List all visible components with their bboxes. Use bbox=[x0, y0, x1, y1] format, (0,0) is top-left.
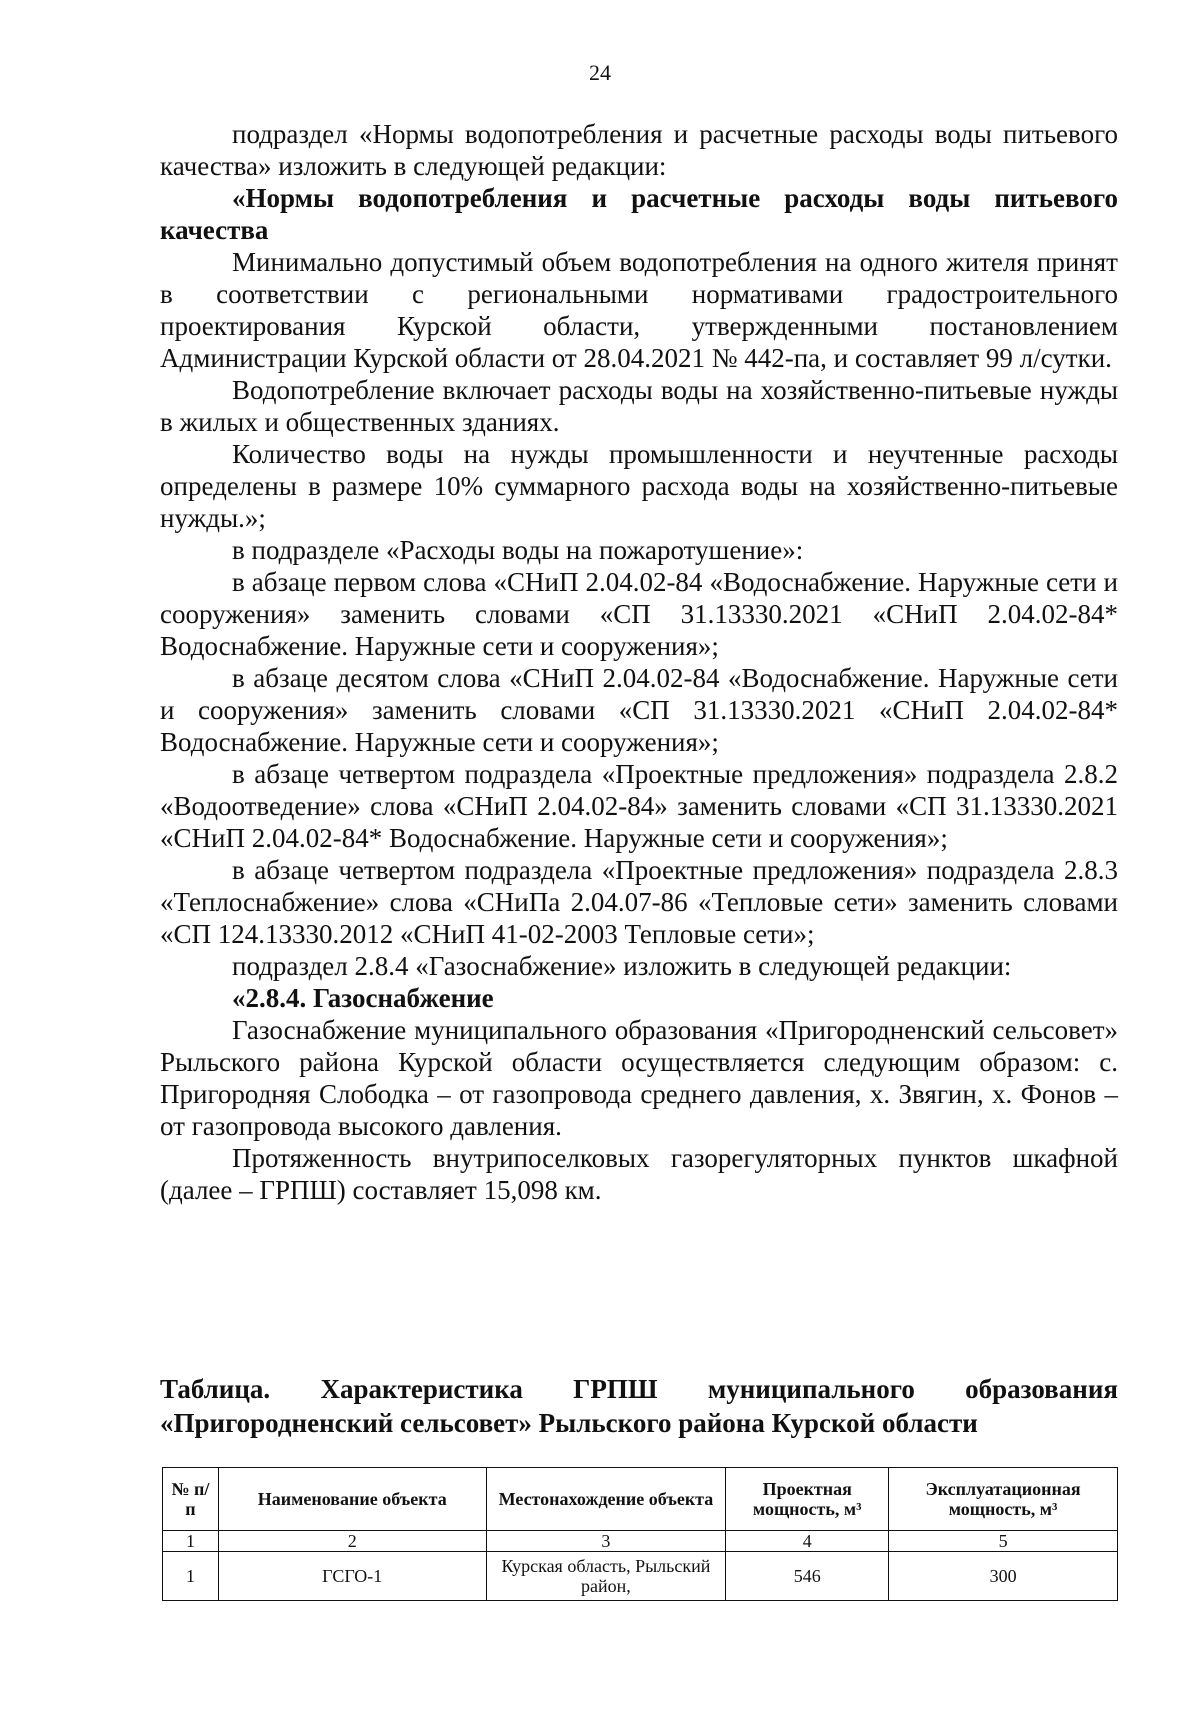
table-cell: 300 bbox=[889, 1552, 1118, 1601]
column-number: 4 bbox=[726, 1531, 889, 1552]
paragraph: подраздел «Нормы водопотребления и расчетные расходы воды питьевого качества» изложить в следующей редакции: bbox=[160, 119, 1118, 181]
table-title: Таблица. Характеристика ГРПШ муниципального образования «Пригородненский сельсовет» Рыльского района Курской области bbox=[160, 1374, 1118, 1438]
column-header: Эксплуатационная мощность, м³ bbox=[889, 1468, 1118, 1531]
paragraph: Газоснабжение муниципального образования «Пригородненский сельсовет» Рыльского района Курской области осуществляется следующим образом: с. Пригородняя Слободка – от газопровода среднего давления, х. Звягин, х. Фонов – от газопровода высокого давления. bbox=[160, 1015, 1118, 1141]
paragraph: Минимально допустимый объем водопотребления на одного жителя принят в соответствии с региональными нормативами градостроительного проектирования Курской области, утвержденными постановлением Администрации Курской области от 28.04.2021 № 442-па, и составляет 99 л/сутки. bbox=[160, 247, 1118, 373]
table-row bbox=[163, 1552, 1118, 1601]
paragraph: в абзаце четвертом подраздела «Проектные предложения» подраздела 2.8.2 «Водоотведение» слова «СНиП 2.04.02-84» заменить словами «СП 31.13330.2021 «СНиП 2.04.02-84* Водоснабжение. Наружные сети и сооружения»; bbox=[160, 759, 1118, 853]
table-cell: Курская область, Рыльский район, bbox=[486, 1552, 726, 1601]
paragraph: в абзаце первом слова «СНиП 2.04.02-84 «Водоснабжение. Наружные сети и сооружения» заменить словами «СП 31.13330.2021 «СНиП 2.04.02-84* Водоснабжение. Наружные сети и сооружения»; bbox=[160, 567, 1118, 661]
paragraph: Водопотребление включает расходы воды на хозяйственно-питьевые нужды в жилых и общественных зданиях. bbox=[160, 375, 1118, 437]
page-number: 24 bbox=[589, 60, 611, 85]
column-header: № п/п bbox=[163, 1468, 219, 1531]
table-cell: 1 bbox=[163, 1552, 219, 1601]
paragraph: подраздел 2.8.4 «Газоснабжение» изложить в следующей редакции: bbox=[232, 951, 1012, 981]
table-cell: 546 bbox=[726, 1552, 889, 1601]
paragraph: Протяженность внутрипоселковых газорегуляторных пунктов шкафной (далее – ГРПШ) составляет 15,098 км. bbox=[160, 1143, 1118, 1205]
paragraph: Количество воды на нужды промышленности и неучтенные расходы определены в размере 10% суммарного расхода воды на хозяйственно-питьевые нужды.»; bbox=[160, 439, 1118, 533]
grpsh-table bbox=[162, 1467, 1118, 1601]
paragraph: в подразделе «Расходы воды на пожаротушение»: bbox=[232, 535, 804, 565]
section-heading: «2.8.4. Газоснабжение bbox=[232, 983, 494, 1013]
column-number: 1 bbox=[163, 1531, 219, 1552]
column-header: Местонахождение объекта bbox=[486, 1468, 726, 1531]
column-number: 3 bbox=[486, 1531, 726, 1552]
column-number-row bbox=[163, 1531, 1118, 1552]
column-header: Наименование объекта bbox=[218, 1468, 486, 1531]
table-header-row bbox=[163, 1468, 1118, 1531]
column-number: 2 bbox=[218, 1531, 486, 1552]
table-cell: ГСГО-1 bbox=[218, 1552, 486, 1601]
section-heading: «Нормы водопотребления и расчетные расходы воды питьевого качества bbox=[160, 183, 1118, 245]
column-header: Проектная мощность, м³ bbox=[726, 1468, 889, 1531]
document-body bbox=[160, 118, 1118, 1206]
column-number: 5 bbox=[889, 1531, 1118, 1552]
paragraph: в абзаце десятом слова «СНиП 2.04.02-84 «Водоснабжение. Наружные сети и сооружения» заменить словами «СП 31.13330.2021 «СНиП 2.04.02-84* Водоснабжение. Наружные сети и сооружения»; bbox=[160, 663, 1118, 757]
paragraph: в абзаце четвертом подраздела «Проектные предложения» подраздела 2.8.3 «Теплоснабжение» слова «СНиПа 2.04.07-86 «Тепловые сети» заменить словами «СП 124.13330.2012 «СНиП 41-02-2003 Тепловые сети»; bbox=[160, 855, 1118, 949]
